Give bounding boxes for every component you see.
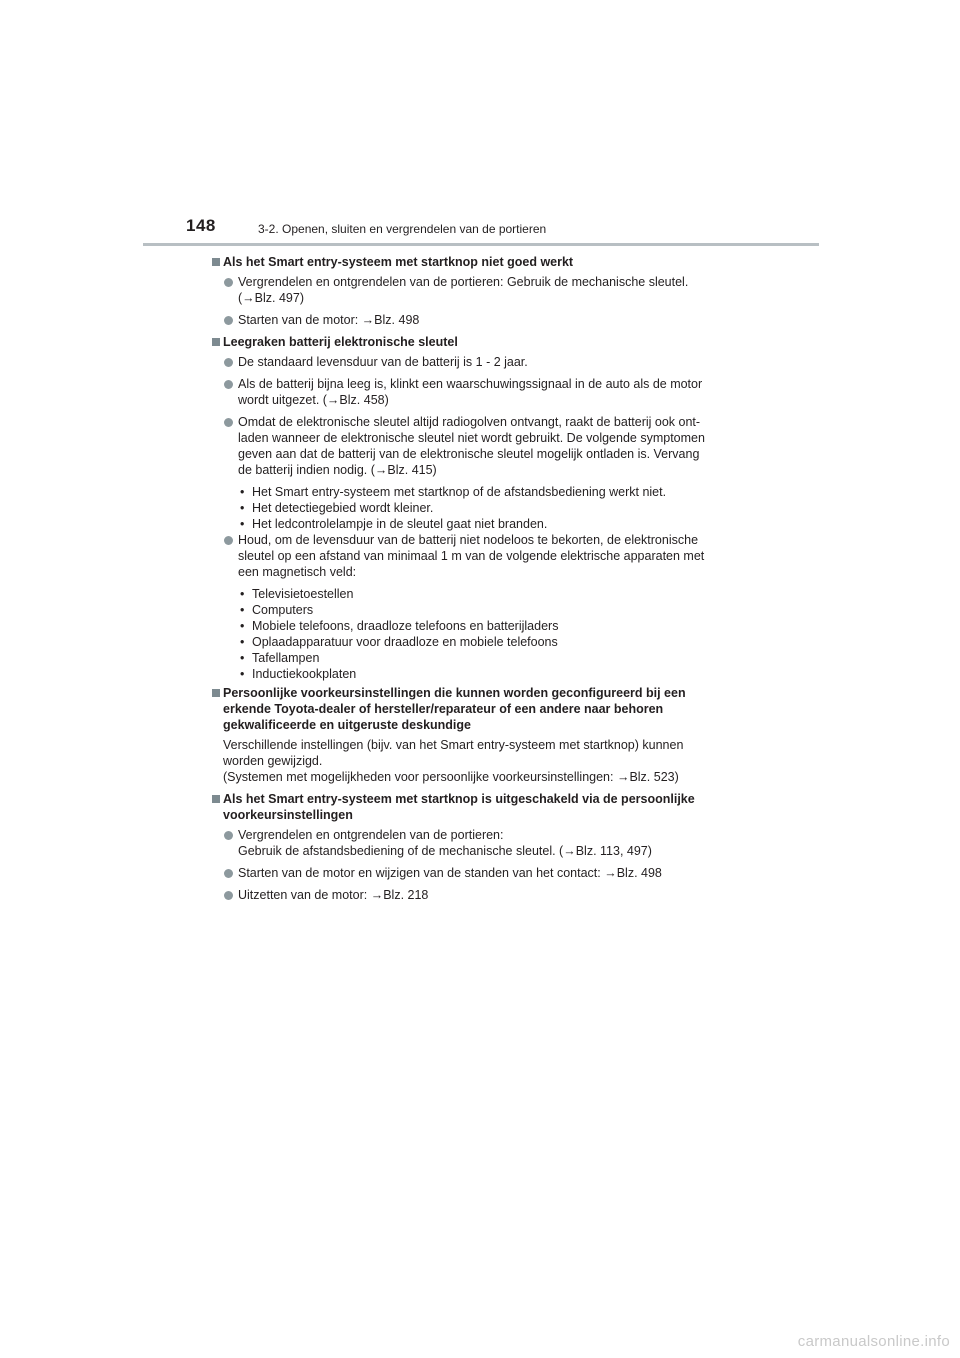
square-bullet-icon — [212, 689, 220, 697]
square-bullet-icon — [212, 795, 220, 803]
list-item-text: Televisietoestellen — [252, 587, 354, 601]
list-item-text: Het ledcontrolelampje in de sleutel gaat niet branden. — [252, 517, 548, 531]
bullet-item — [212, 414, 750, 478]
list-item-text: Het Smart entry-systeem met startknop of de afstandsbediening werkt niet. — [252, 485, 667, 499]
bullet-line: wordt uitgezet. (→Blz. 458) — [238, 393, 389, 407]
dot-marker-icon: • — [240, 667, 245, 681]
round-bullet-icon — [224, 380, 233, 389]
round-bullet-icon — [224, 869, 233, 878]
heading-line: Persoonlijke voorkeursinstellingen die kunnen worden geconfigureerd bij een — [223, 686, 686, 700]
bullet-line: laden wanneer de elektronische sleutel niet wordt gebruikt. De volgende symptomen — [238, 431, 705, 445]
bullet-item — [212, 312, 750, 328]
bullet-line: Starten van de motor en wijzigen van de standen van het contact: →Blz. 498 — [238, 866, 662, 880]
bullet-line: De standaard levensduur van de batterij is 1 - 2 jaar. — [238, 355, 528, 369]
bullet-line: Vergrendelen en ontgrendelen van de portieren: Gebruik de mechanische sleutel. — [238, 275, 689, 289]
section-heading — [212, 334, 750, 350]
heading-text: Als het Smart entry-systeem met startknop niet goed werkt — [223, 255, 574, 269]
round-bullet-icon — [224, 358, 233, 367]
bullet-line: geven aan dat de batterij van de elektronische sleutel mogelijk ontladen is. Vervang — [238, 447, 700, 461]
list-item-text: Mobiele telefoons, draadloze telefoons en batterijladers — [252, 619, 559, 633]
bullet-line: Omdat de elektronische sleutel altijd radiogolven ontvangt, raakt de batterij ook ont- — [238, 415, 701, 429]
page-header — [0, 0, 960, 250]
paragraph-line: worden gewijzigd. — [223, 754, 323, 768]
list-item-text: Inductiekookplaten — [252, 667, 357, 681]
bullet-line: (→Blz. 497) — [238, 291, 304, 305]
section-title: 3-2. Openen, sluiten en vergrendelen van de portieren — [258, 222, 547, 236]
heading-line: voorkeursinstellingen — [223, 808, 353, 822]
list-item-text: Computers — [252, 603, 314, 617]
dot-marker-icon: • — [240, 485, 245, 499]
list-item — [238, 586, 750, 602]
list-item — [238, 602, 750, 618]
paragraph-line: Verschillende instellingen (bijv. van het Smart entry-systeem met startknop) kunnen — [223, 738, 684, 752]
bullet-line: Als de batterij bijna leeg is, klinkt een waarschuwingssignaal in de auto als de motor — [238, 377, 703, 391]
list-item-text: Tafellampen — [252, 651, 320, 665]
bullet-item — [212, 887, 750, 903]
heading-text: Leegraken batterij elektronische sleutel — [223, 335, 458, 349]
dot-marker-icon: • — [240, 517, 245, 531]
bullet-line: een magnetisch veld: — [238, 565, 357, 579]
list-item — [238, 650, 750, 666]
list-item — [238, 666, 750, 682]
bullet-line: de batterij indien nodig. (→Blz. 415) — [238, 463, 437, 477]
round-bullet-icon — [224, 891, 233, 900]
square-bullet-icon — [212, 338, 220, 346]
heading-line: gekwalificeerde en uitgeruste deskundige — [223, 718, 471, 732]
dot-marker-icon: • — [240, 635, 245, 649]
paragraph — [212, 737, 750, 785]
device-list — [212, 586, 750, 682]
round-bullet-icon — [224, 418, 233, 427]
bullet-item — [212, 274, 750, 306]
bullet-line: Vergrendelen en ontgrendelen van de portieren: — [238, 828, 504, 842]
list-item-text: Het detectiegebied wordt kleiner. — [252, 501, 434, 515]
round-bullet-icon — [224, 831, 233, 840]
square-bullet-icon — [212, 258, 220, 266]
page-content — [212, 254, 750, 909]
watermark: carmanualsonline.info — [797, 1333, 950, 1350]
list-item-text: Oplaadapparatuur voor draadloze en mobiele telefoons — [252, 635, 558, 649]
paragraph-line: (Systemen met mogelijkheden voor persoonlijke voorkeursinstellingen: →Blz. 523) — [223, 770, 679, 784]
section-heading — [212, 254, 750, 270]
list-item — [238, 500, 750, 516]
bullet-item — [212, 865, 750, 881]
list-item — [238, 618, 750, 634]
section-heading — [212, 791, 750, 823]
list-item — [238, 516, 750, 532]
bullet-line: sleutel op een afstand van minimaal 1 m van de volgende elektrische apparaten met — [238, 549, 705, 563]
symptom-list — [212, 484, 750, 532]
bullet-line: Starten van de motor: →Blz. 498 — [238, 313, 420, 327]
bullet-item — [212, 532, 750, 580]
header-divider — [143, 243, 819, 246]
round-bullet-icon — [224, 536, 233, 545]
list-item — [238, 484, 750, 500]
round-bullet-icon — [224, 316, 233, 325]
dot-marker-icon: • — [240, 501, 245, 515]
dot-marker-icon: • — [240, 651, 245, 665]
dot-marker-icon: • — [240, 587, 245, 601]
bullet-line: Houd, om de levensduur van de batterij niet nodeloos te bekorten, de elektronische — [238, 533, 699, 547]
dot-marker-icon: • — [240, 619, 245, 633]
list-item — [238, 634, 750, 650]
round-bullet-icon — [224, 278, 233, 287]
page-number: 148 — [186, 216, 216, 235]
bullet-item — [212, 354, 750, 370]
heading-line: Als het Smart entry-systeem met startknop is uitgeschakeld via de persoonlijke — [223, 792, 695, 806]
bullet-line: Gebruik de afstandsbediening of de mechanische sleutel. (→Blz. 113, 497) — [238, 844, 652, 858]
section-heading — [212, 685, 750, 733]
dot-marker-icon: • — [240, 603, 245, 617]
heading-line: erkende Toyota-dealer of hersteller/reparateur of een andere naar behoren — [223, 702, 664, 716]
bullet-item — [212, 376, 750, 408]
bullet-item — [212, 827, 750, 859]
bullet-line: Uitzetten van de motor: →Blz. 218 — [238, 888, 429, 902]
